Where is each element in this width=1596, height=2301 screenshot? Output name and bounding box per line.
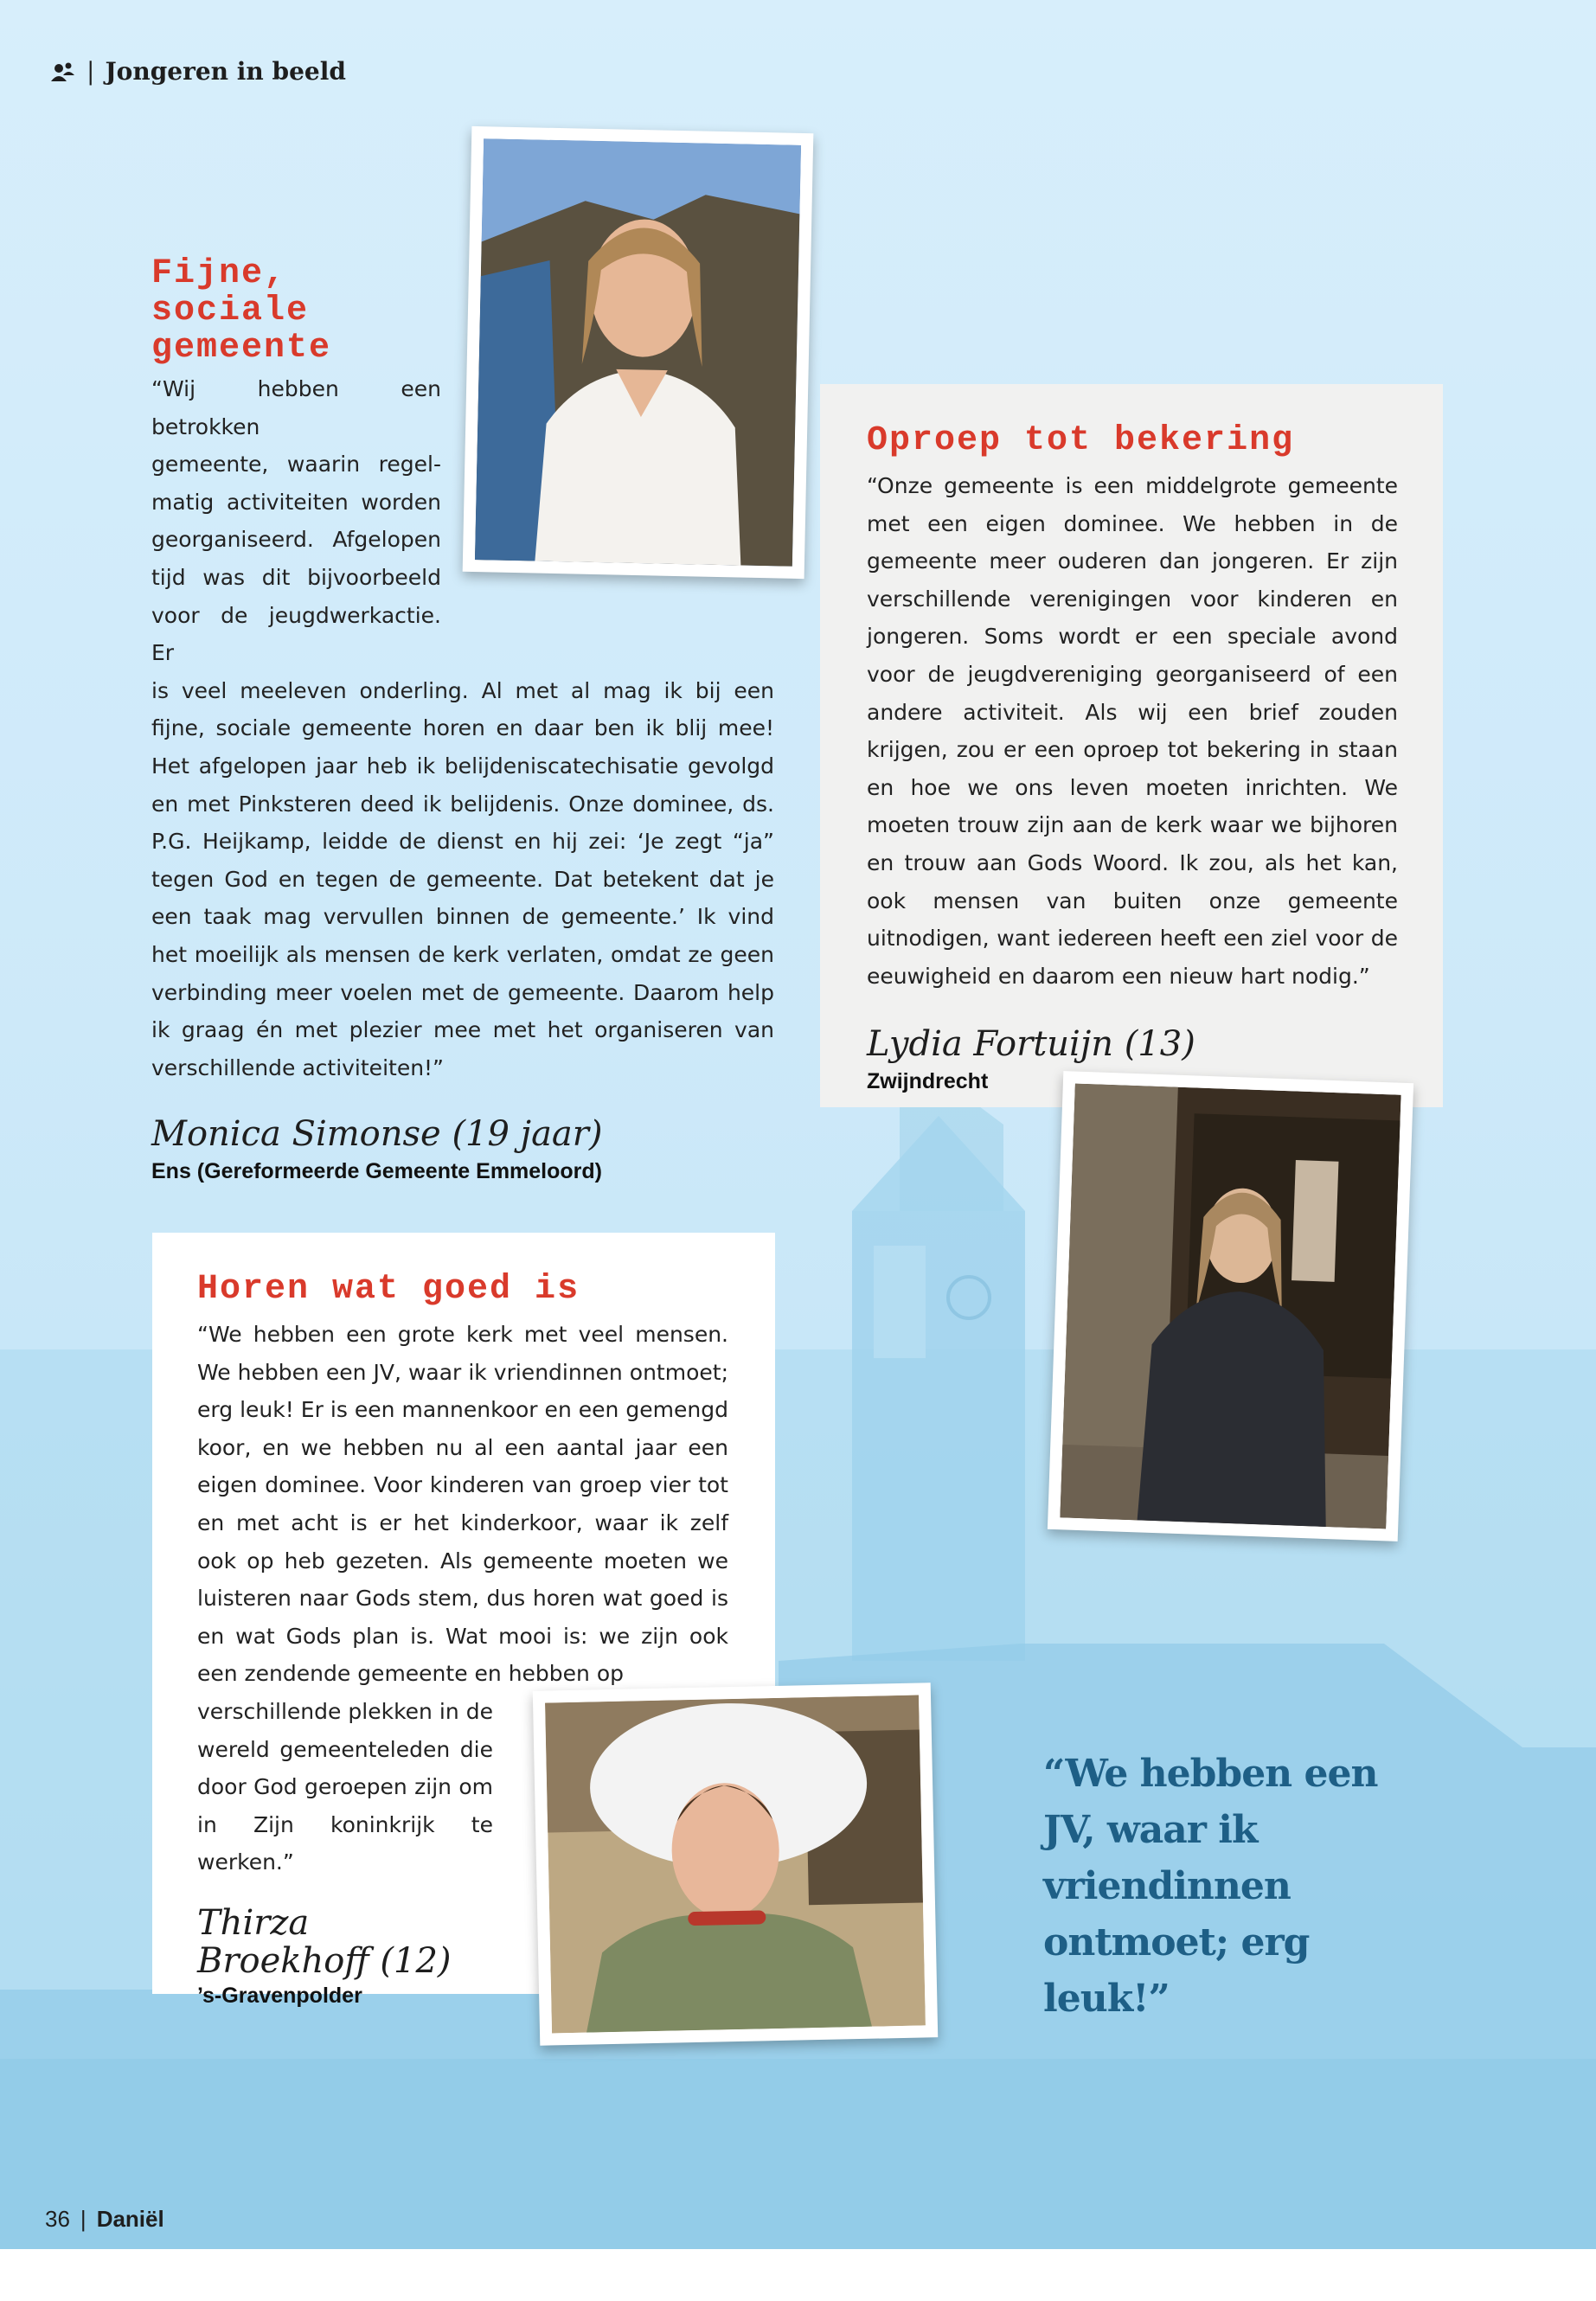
body-line: in Zijn koninkrijk te werken.” [197,1811,493,1875]
section-title: Jongeren in beeld [105,57,346,86]
portrait-photo [545,1695,926,2034]
signature: Monica Simonse (19 jaar) [151,1114,603,1155]
location: Zwijndrecht [867,1069,989,1094]
magazine-name: Daniël [96,2206,164,2232]
article-body: “We hebben een grote kerk met veel mensen. We hebben een JV, waar ik vriendinnen ontmoet; erg leuk! Er is een mannenkoor en een gemengd koor, en we hebben nu al een aantal jaar een eigen dominee. Voor kinderen van groep vier tot en met acht is er het kinderkoor, waar ik zelf ook op heb gezeten. Als gemeente moeten we luisteren naar Gods stem, dus horen wat goed is en wat Gods plan is. Wat mooi is: we zijn ook een zendende gemeente en hebben op [197,1322,728,1687]
signature-line: Broekhoff (12) [197,1940,452,1981]
article-body-narrow [197,1693,493,1881]
page-number: 36 [45,2206,70,2232]
header-separator: | [87,57,95,86]
photo-monica [463,126,814,579]
signature-line: Thirza [197,1902,310,1943]
photo-thirza [533,1682,938,2046]
article-body: is veel meeleven onderling. Al met al mag ik bij een fijne, sociale gemeente horen en daar ben ik blij mee! Het afgelopen jaar heb ik belijdeniscatechisatie gevolgd en met Pinksteren deed ik belijdenis. Onze dominee, ds. P.G. Heijkamp, leidde de dienst en hij zei: ‘Je zegt “ja” tegen God en tegen de gemeente. Dat betekent dat je een taak mag vervullen binnen de gemeente.’ Ik vind het moeilijk als mensen de kerk verlaten, omdat ze geen verbinding meer voelen met de gemeente. Daarom help ik graag én met plezier mee met het organiseren van verschillende activiteiten!” [151,677,774,1080]
body-line: wereld gemeenteleden die [197,1736,493,1762]
signature: Lydia Fortuijn (13) [867,1024,1195,1065]
page-footer [45,2206,164,2233]
body-line: “Wij hebben een betrokken [151,376,441,439]
location: Ens (Gereformeerde Gemeente Emmeloord) [151,1159,602,1184]
body-line: matig activiteiten worden [151,489,441,515]
section-header [50,57,346,86]
body-line: tijd was dit bijvoorbeeld [151,564,441,590]
article-lydia [820,384,1443,1107]
portrait-photo [1060,1084,1401,1529]
article-body-narrow [151,370,441,672]
portrait-photo [475,138,801,567]
body-line: georganiseerd. Afgelopen [151,527,441,553]
location: ’s-Gravenpolder [197,1983,362,2008]
photo-lydia [1048,1071,1413,1541]
heading-line: gemeente [151,329,332,368]
body-line: gemeente, waarin regel- [151,452,441,478]
heading-line: sociale [151,292,310,330]
article-heading: Horen wat goed is [197,1270,580,1309]
people-icon [50,61,76,83]
heading-line: Fijne, [151,254,287,293]
footer-separator: | [80,2206,87,2232]
article-heading: Oproep tot bekering [867,421,1295,460]
body-line: verschillende plekken in de [197,1698,493,1724]
body-line: door God geroepen zijn om [197,1774,493,1800]
pull-quote: “We hebben een JV, waar ik vriendinnen ontmoet; erg leuk!” [1043,1752,1378,2021]
article-body: “Onze gemeente is een middelgrote gemeente met een eigen dominee. We hebben in de gemeente meer ouderen dan jongeren. Er zijn verschillende verenigingen voor kinderen en jongeren. Soms wordt er een speciale avond voor de jeugdvereniging georganiseerd of een andere activiteit. Als wij een brief zouden krijgen, zou er een oproep tot bekering in staan en hoe we ons leven moeten inrichten. We moeten trouw zijn aan de kerk waar we bijhoren en trouw aan Gods Woord. Ik zou, als het kan, ook mensen van buiten onze gemeente uitnodigen, want iedereen heeft een ziel voor de eeuwigheid en daarom een nieuw hart nodig.” [867,473,1398,989]
body-line: voor de jeugdwerkactie. Er [151,602,441,666]
